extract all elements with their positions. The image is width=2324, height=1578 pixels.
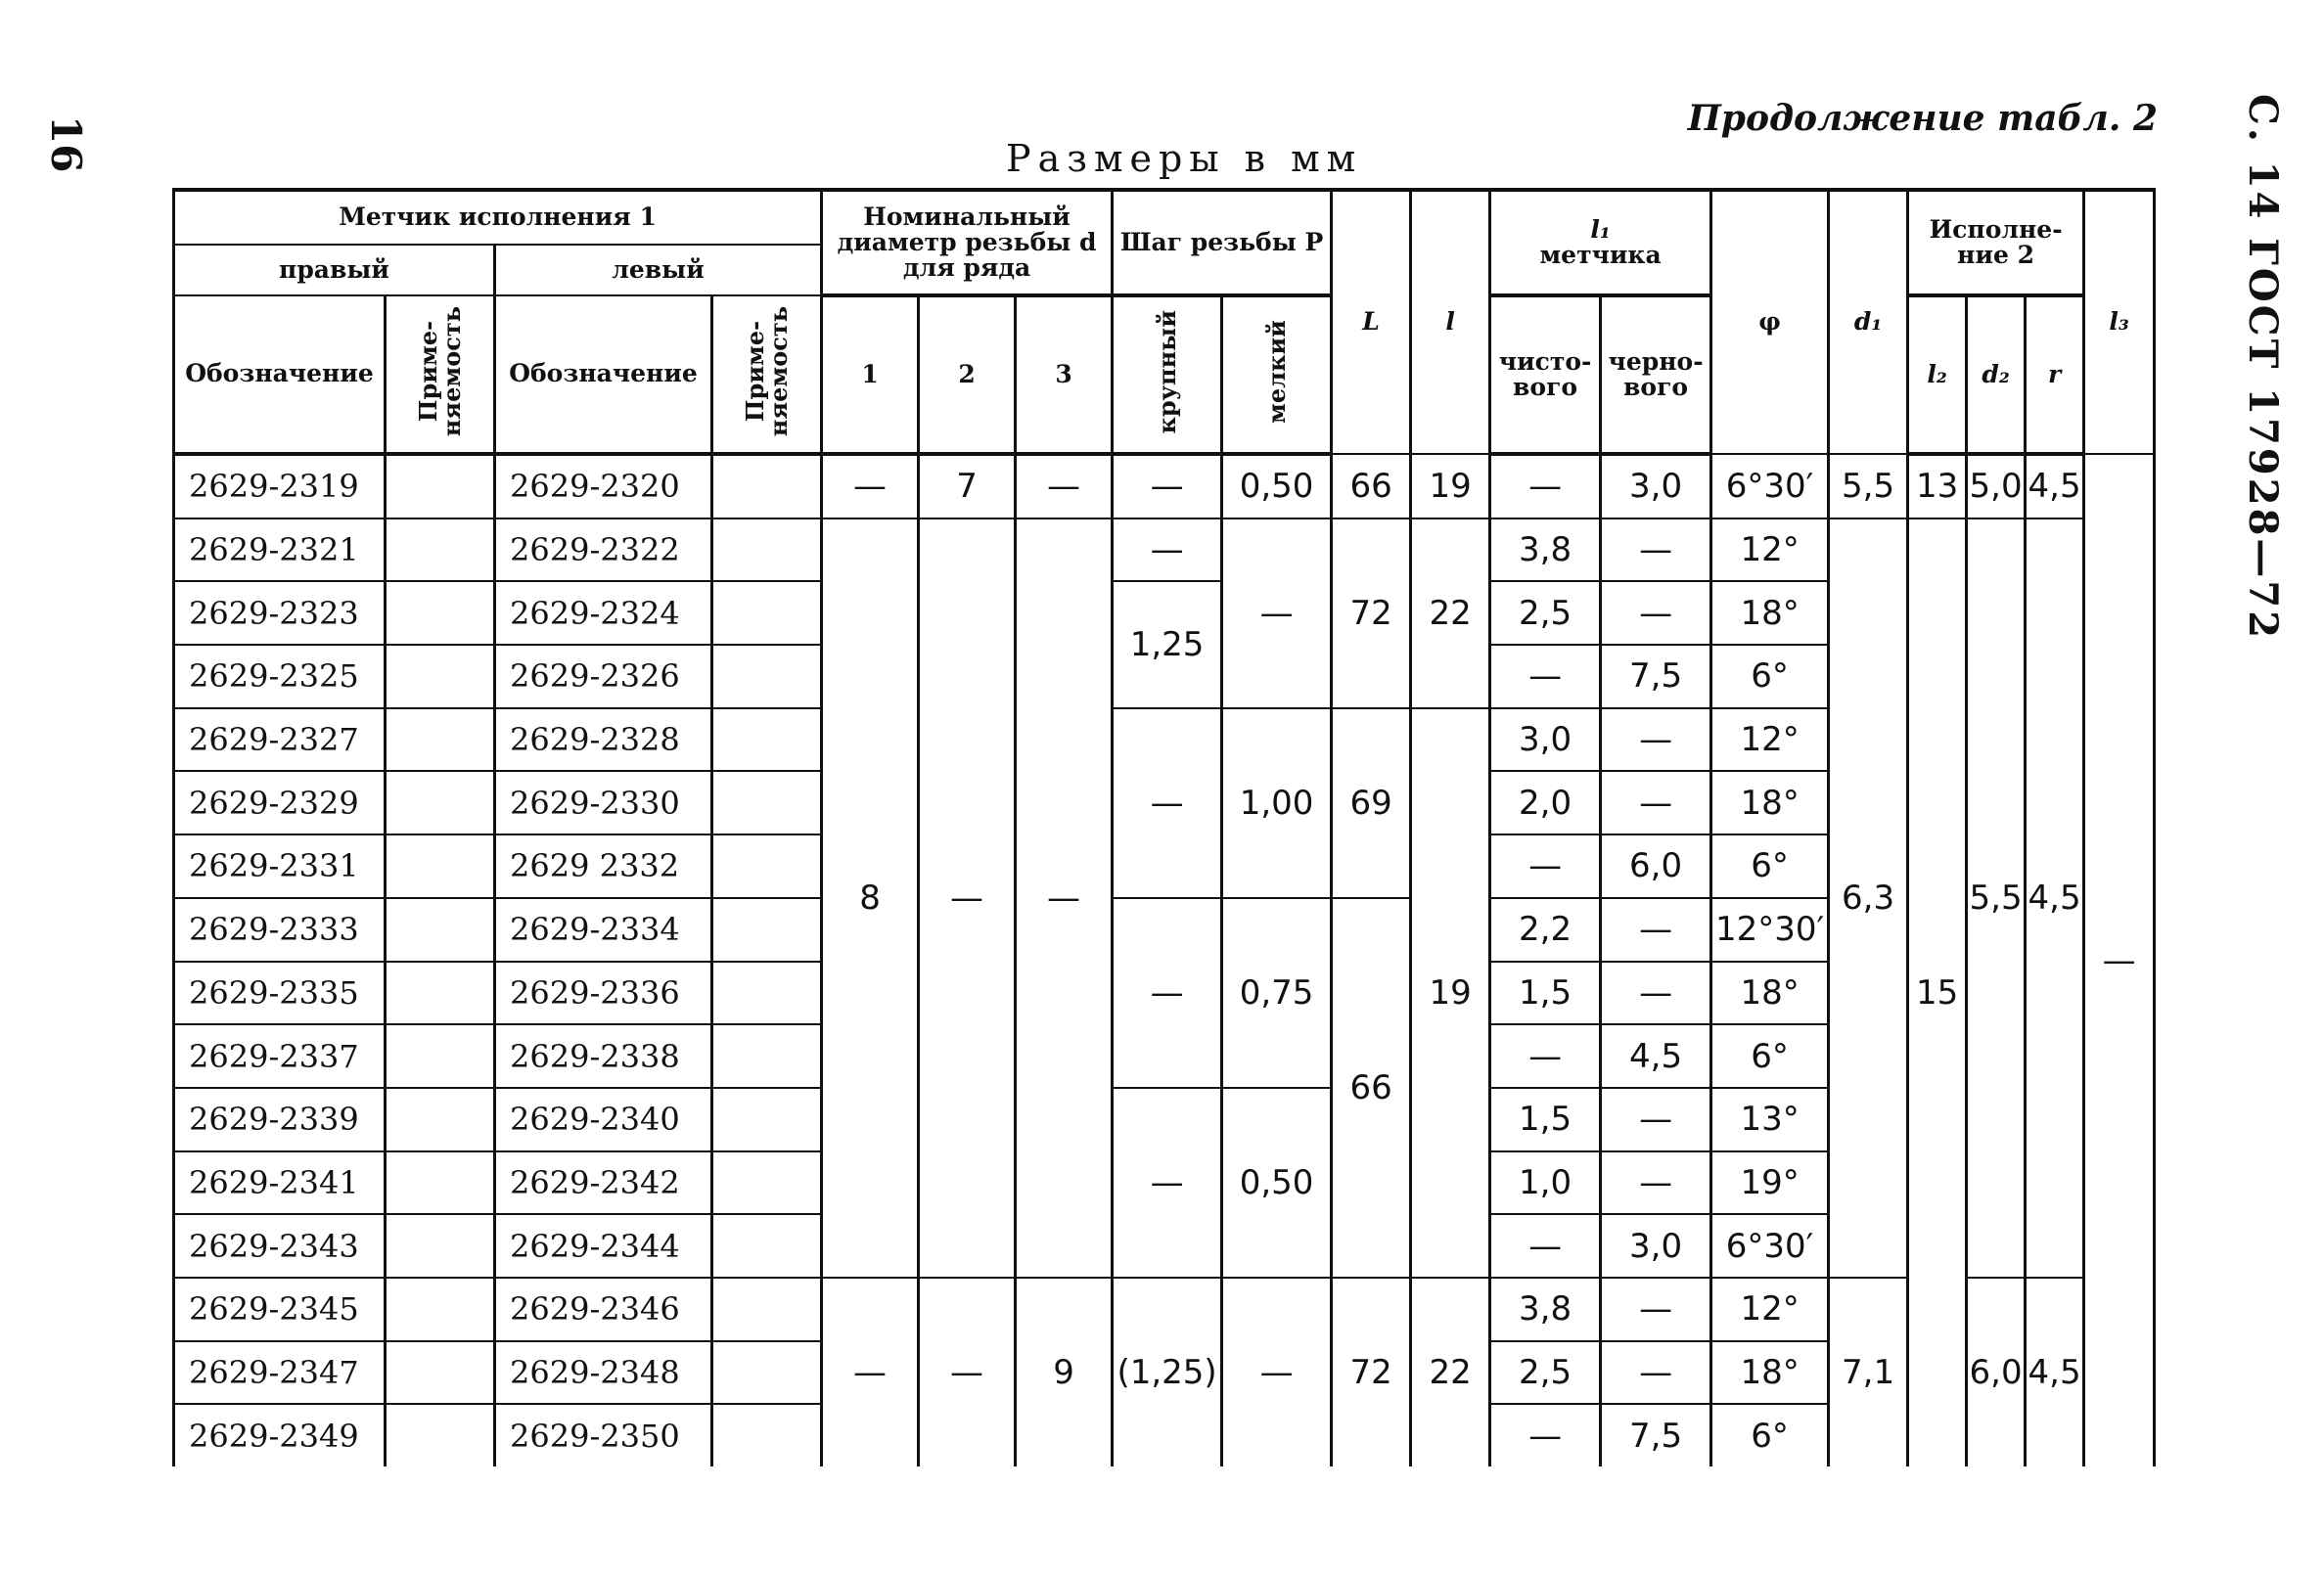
dimensions-table-container [172, 188, 2153, 1466]
d2-value: 6,0 [1967, 1278, 2026, 1466]
applicability-right [386, 1214, 495, 1278]
designation-right: 2629-2347 [174, 1341, 386, 1405]
coarse-pitch-value: — [1113, 1088, 1222, 1278]
fine-pitch-value: 1,00 [1222, 708, 1332, 898]
designation-left: 2629-2322 [495, 518, 712, 582]
phi-value: 6° [1711, 1024, 1829, 1088]
designation-right: 2629-2333 [174, 898, 386, 962]
applicability-right [386, 1151, 495, 1215]
header-applicability-right: Приме- няемость [386, 295, 495, 454]
header-finishing: чисто- вого [1490, 295, 1601, 454]
l1-finishing: — [1490, 1404, 1601, 1466]
L-value: 69 [1332, 708, 1411, 898]
phi-value: 12° [1711, 708, 1829, 772]
phi-value: 12° [1711, 1278, 1829, 1341]
l1-finishing: — [1490, 1214, 1601, 1278]
designation-right: 2629-2349 [174, 1404, 386, 1466]
header-l: l [1411, 190, 1490, 454]
applicability-left [712, 1151, 822, 1215]
applicability-left [712, 834, 822, 898]
applicability-left [712, 1024, 822, 1088]
l1-roughing: — [1601, 1341, 1711, 1405]
phi-value: 6°30′ [1711, 454, 1829, 518]
applicability-right [386, 581, 495, 645]
L-value: 72 [1332, 518, 1411, 708]
header-right-hand: правый [174, 245, 495, 295]
designation-right: 2629-2341 [174, 1151, 386, 1215]
designation-left: 2629-2342 [495, 1151, 712, 1215]
applicability-right [386, 898, 495, 962]
document-side-header: С. 14 ГОСТ 17928—72 [2240, 94, 2286, 642]
r-value: 4,5 [2026, 518, 2084, 1278]
phi-value: 18° [1711, 581, 1829, 645]
header-row-2: 2 [919, 295, 1016, 454]
designation-right: 2629-2323 [174, 581, 386, 645]
designation-left: 2629 2332 [495, 834, 712, 898]
table-row [174, 1278, 2155, 1341]
designation-left: 2629-2336 [495, 962, 712, 1025]
l1-finishing: 3,8 [1490, 518, 1601, 582]
d1-value: 7,1 [1829, 1278, 1908, 1466]
header-d1: d₁ [1829, 190, 1908, 454]
header-version-2: Исполне- ние 2 [1908, 190, 2084, 295]
designation-right: 2629-2321 [174, 518, 386, 582]
l1-roughing: — [1601, 581, 1711, 645]
d1-value: 5,5 [1829, 454, 1908, 518]
diameter-row3-value: — [1016, 454, 1113, 518]
coarse-pitch-value: 1,25 [1113, 581, 1222, 707]
phi-value: 6° [1711, 834, 1829, 898]
l1-finishing: 2,5 [1490, 581, 1601, 645]
designation-left: 2629-2350 [495, 1404, 712, 1466]
phi-value: 12° [1711, 518, 1829, 582]
applicability-left [712, 1214, 822, 1278]
applicability-left [712, 898, 822, 962]
phi-value: 18° [1711, 962, 1829, 1025]
l1-roughing: — [1601, 708, 1711, 772]
l3-value: — [2084, 454, 2155, 1466]
header-l3: l₃ [2084, 190, 2155, 454]
header-row-1: 1 [822, 295, 919, 454]
l1-roughing: 3,0 [1601, 1214, 1711, 1278]
table-row [174, 454, 2155, 518]
l1-finishing: 1,5 [1490, 1088, 1601, 1151]
header-L: L [1332, 190, 1411, 454]
l2-value: 13 [1908, 454, 1967, 518]
designation-left: 2629-2348 [495, 1341, 712, 1405]
diameter-row2-value: 7 [919, 454, 1016, 518]
l1-finishing: 2,2 [1490, 898, 1601, 962]
l1-roughing: 7,5 [1601, 645, 1711, 708]
header-applicability-left: Приме- няемость [712, 295, 822, 454]
l1-roughing: — [1601, 898, 1711, 962]
l1-finishing: 1,5 [1490, 962, 1601, 1025]
applicability-left [712, 518, 822, 582]
diameter-row1-value: — [822, 1278, 919, 1466]
l1-roughing: — [1601, 1151, 1711, 1215]
applicability-left [712, 1278, 822, 1341]
designation-left: 2629-2330 [495, 771, 712, 834]
l1-roughing: — [1601, 771, 1711, 834]
phi-value: 18° [1711, 771, 1829, 834]
designation-right: 2629-2319 [174, 454, 386, 518]
coarse-pitch-value: — [1113, 898, 1222, 1088]
applicability-right [386, 771, 495, 834]
l1-roughing: — [1601, 962, 1711, 1025]
l1-roughing: 4,5 [1601, 1024, 1711, 1088]
d1-value: 6,3 [1829, 518, 1908, 1278]
applicability-right [386, 1341, 495, 1405]
l1-roughing: — [1601, 1278, 1711, 1341]
coarse-pitch-value: (1,25) [1113, 1278, 1222, 1466]
l1-roughing: 7,5 [1601, 1404, 1711, 1466]
applicability-left [712, 771, 822, 834]
header-d2: d₂ [1967, 295, 2026, 454]
applicability-left [712, 581, 822, 645]
dimensions-table [172, 188, 2156, 1466]
l1-finishing: 1,0 [1490, 1151, 1601, 1215]
units-caption: Размеры в мм [1006, 137, 1363, 180]
fine-pitch-value: 0,50 [1222, 454, 1332, 518]
applicability-right [386, 708, 495, 772]
r-value: 4,5 [2026, 454, 2084, 518]
L-value: 72 [1332, 1278, 1411, 1466]
l-value: 22 [1411, 1278, 1490, 1466]
header-fine: мелкий [1222, 295, 1332, 454]
designation-right: 2629-2337 [174, 1024, 386, 1088]
designation-left: 2629-2324 [495, 581, 712, 645]
designation-right: 2629-2329 [174, 771, 386, 834]
diameter-row2-value: — [919, 1278, 1016, 1466]
fine-pitch-value: 0,75 [1222, 898, 1332, 1088]
designation-left: 2629-2328 [495, 708, 712, 772]
phi-value: 6° [1711, 1404, 1829, 1466]
applicability-left [712, 962, 822, 1025]
header-row-3: 3 [1016, 295, 1113, 454]
applicability-left [712, 708, 822, 772]
designation-right: 2629-2345 [174, 1278, 386, 1341]
coarse-pitch-value: — [1113, 708, 1222, 898]
l1-finishing: — [1490, 834, 1601, 898]
applicability-right [386, 1088, 495, 1151]
fine-pitch-value: 0,50 [1222, 1088, 1332, 1278]
diameter-row2-value: — [919, 518, 1016, 1278]
designation-right: 2629-2339 [174, 1088, 386, 1151]
applicability-right [386, 518, 495, 582]
header-designation-right: Обозначение [174, 295, 386, 454]
applicability-left [712, 1404, 822, 1466]
r-value: 4,5 [2026, 1278, 2084, 1466]
designation-left: 2629-2338 [495, 1024, 712, 1088]
l1-finishing: 3,0 [1490, 708, 1601, 772]
phi-value: 12°30′ [1711, 898, 1829, 962]
designation-left: 2629-2326 [495, 645, 712, 708]
applicability-right [386, 645, 495, 708]
page-number: 16 [42, 115, 90, 173]
coarse-pitch-value: — [1113, 518, 1222, 582]
designation-right: 2629-2331 [174, 834, 386, 898]
l1-finishing: 2,0 [1490, 771, 1601, 834]
header-l1: l₁ метчика [1490, 190, 1711, 295]
phi-value: 6° [1711, 645, 1829, 708]
applicability-right [386, 1404, 495, 1466]
designation-right: 2629-2335 [174, 962, 386, 1025]
L-value: 66 [1332, 454, 1411, 518]
coarse-pitch-value: — [1113, 454, 1222, 518]
designation-left: 2629-2346 [495, 1278, 712, 1341]
header-left-hand: левый [495, 245, 822, 295]
table-row [174, 518, 2155, 582]
applicability-left [712, 454, 822, 518]
applicability-left [712, 1088, 822, 1151]
l1-finishing: — [1490, 1024, 1601, 1088]
applicability-right [386, 834, 495, 898]
l1-finishing: — [1490, 645, 1601, 708]
l1-finishing: 2,5 [1490, 1341, 1601, 1405]
diameter-row1-value: — [822, 454, 919, 518]
d2-value: 5,0 [1967, 454, 2026, 518]
L-value: 66 [1332, 898, 1411, 1278]
header-r: r [2026, 295, 2084, 454]
applicability-right [386, 962, 495, 1025]
l1-roughing: 6,0 [1601, 834, 1711, 898]
l1-roughing: — [1601, 1088, 1711, 1151]
phi-value: 18° [1711, 1341, 1829, 1405]
designation-left: 2629-2340 [495, 1088, 712, 1151]
applicability-left [712, 1341, 822, 1405]
designation-left: 2629-2334 [495, 898, 712, 962]
l-value: 22 [1411, 518, 1490, 708]
l2-value: 15 [1908, 518, 1967, 1466]
d2-value: 5,5 [1967, 518, 2026, 1278]
applicability-left [712, 645, 822, 708]
phi-value: 6°30′ [1711, 1214, 1829, 1278]
designation-left: 2629-2320 [495, 454, 712, 518]
designation-left: 2629-2344 [495, 1214, 712, 1278]
header-coarse: крупный [1113, 295, 1222, 454]
l-value: 19 [1411, 708, 1490, 1278]
phi-value: 19° [1711, 1151, 1829, 1215]
header-phi: φ [1711, 190, 1829, 454]
designation-right: 2629-2343 [174, 1214, 386, 1278]
l1-finishing: — [1490, 454, 1601, 518]
header-designation-left: Обозначение [495, 295, 712, 454]
l1-roughing: 3,0 [1601, 454, 1711, 518]
diameter-row1-value: 8 [822, 518, 919, 1278]
applicability-right [386, 454, 495, 518]
diameter-row3-value: 9 [1016, 1278, 1113, 1466]
applicability-right [386, 1278, 495, 1341]
header-tap-version-1: Метчик исполнения 1 [174, 190, 822, 245]
fine-pitch-value: — [1222, 1278, 1332, 1466]
designation-right: 2629-2327 [174, 708, 386, 772]
header-roughing: черно- вого [1601, 295, 1711, 454]
applicability-right [386, 1024, 495, 1088]
table-continuation-label: Продолжение табл. 2 [1687, 98, 2158, 139]
fine-pitch-value: — [1222, 518, 1332, 708]
header-pitch: Шаг резьбы P [1113, 190, 1332, 295]
l1-finishing: 3,8 [1490, 1278, 1601, 1341]
header-l2: l₂ [1908, 295, 1967, 454]
header-nominal-diameter: Номинальный диаметр резьбы d для ряда [822, 190, 1113, 295]
diameter-row3-value: — [1016, 518, 1113, 1278]
l-value: 19 [1411, 454, 1490, 518]
designation-right: 2629-2325 [174, 645, 386, 708]
phi-value: 13° [1711, 1088, 1829, 1151]
l1-roughing: — [1601, 518, 1711, 582]
